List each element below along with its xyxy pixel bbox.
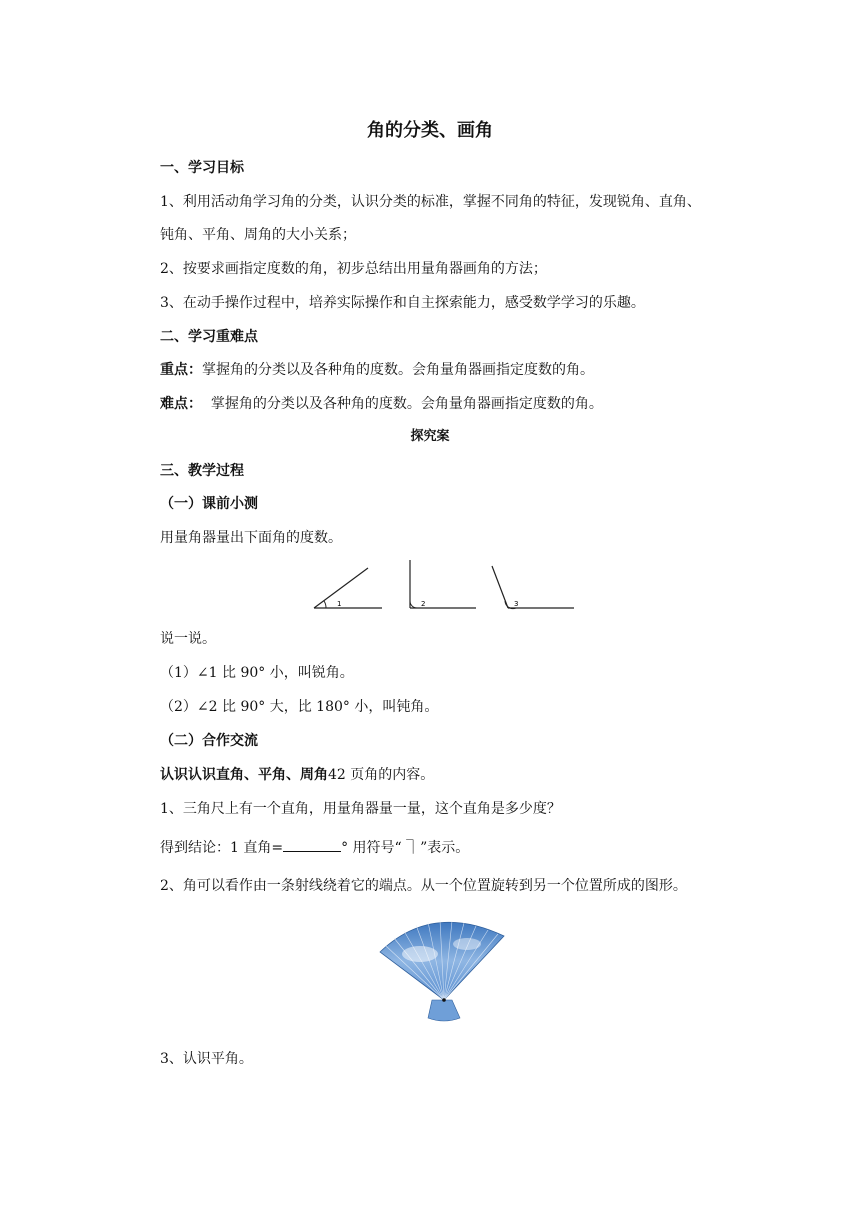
section-heading-goals: 一、学习目标 (160, 160, 244, 176)
statement-obtuse: （2）∠2 比 90° 大，比 180° 小，叫钝角。 (160, 699, 439, 715)
statement-acute: （1）∠1 比 90° 小，叫锐角。 (160, 665, 354, 681)
key-point: 重点：掌握角的分类以及各种角的度数。会角量角器画指定度数的角。 (160, 362, 594, 378)
answer-blank[interactable] (283, 837, 341, 852)
question-right-angle: 1、三角尺上有一个直角，用量角器量一量，这个直角是多少度？ (160, 801, 561, 817)
conclusion-line: 得到结论：1 直角= ° 用符号“ ⏋”表示。 (160, 837, 469, 858)
goal-item-3: 3、在动手操作过程中，培养实际操作和自主探索能力，感受数学学习的乐趣。 (160, 295, 645, 311)
question-straight-angle: 3、认识平角。 (160, 1051, 253, 1067)
angle-label-3: 3 (514, 600, 519, 608)
cooperation-intro: 认识认识直角、平角、周角42 页角的内容。 (160, 767, 435, 783)
angle-1-figure (314, 568, 382, 608)
subsection-cooperation: （二）合作交流 (160, 733, 258, 749)
angle-3-figure (492, 566, 574, 609)
fan-image (372, 914, 512, 1024)
goal-item-1b: 钝角、平角、周角的大小关系； (160, 227, 356, 243)
say-prompt: 说一说。 (160, 631, 216, 647)
goal-item-2: 2、按要求画指定度数的角，初步总结出用量角器画角的方法； (160, 261, 547, 277)
angle-label-1: 1 (337, 600, 342, 608)
angle-label-2: 2 (421, 600, 426, 608)
pretest-instruction: 用量角器量出下面角的度数。 (160, 530, 342, 546)
difficult-point: 难点： 掌握角的分类以及各种角的度数。会角量角器画指定度数的角。 (160, 396, 603, 412)
angle-figures (300, 556, 590, 616)
section-heading-process: 三、教学过程 (160, 463, 244, 479)
question-rotation: 2、角可以看作由一条射线绕着它的端点。从一个位置旋转到另一个位置所成的图形。 (160, 878, 687, 894)
angle-2-figure (410, 560, 476, 608)
explore-title: 探究案 (410, 429, 450, 444)
subsection-pretest: （一）课前小测 (160, 496, 258, 512)
page-title: 角的分类、画角 (367, 120, 493, 141)
section-heading-keypoints: 二、学习重难点 (160, 329, 258, 345)
goal-item-1a: 1、利用活动角学习角的分类，认识分类的标准，掌握不同角的特征，发现锐角、直角、 (160, 194, 701, 210)
